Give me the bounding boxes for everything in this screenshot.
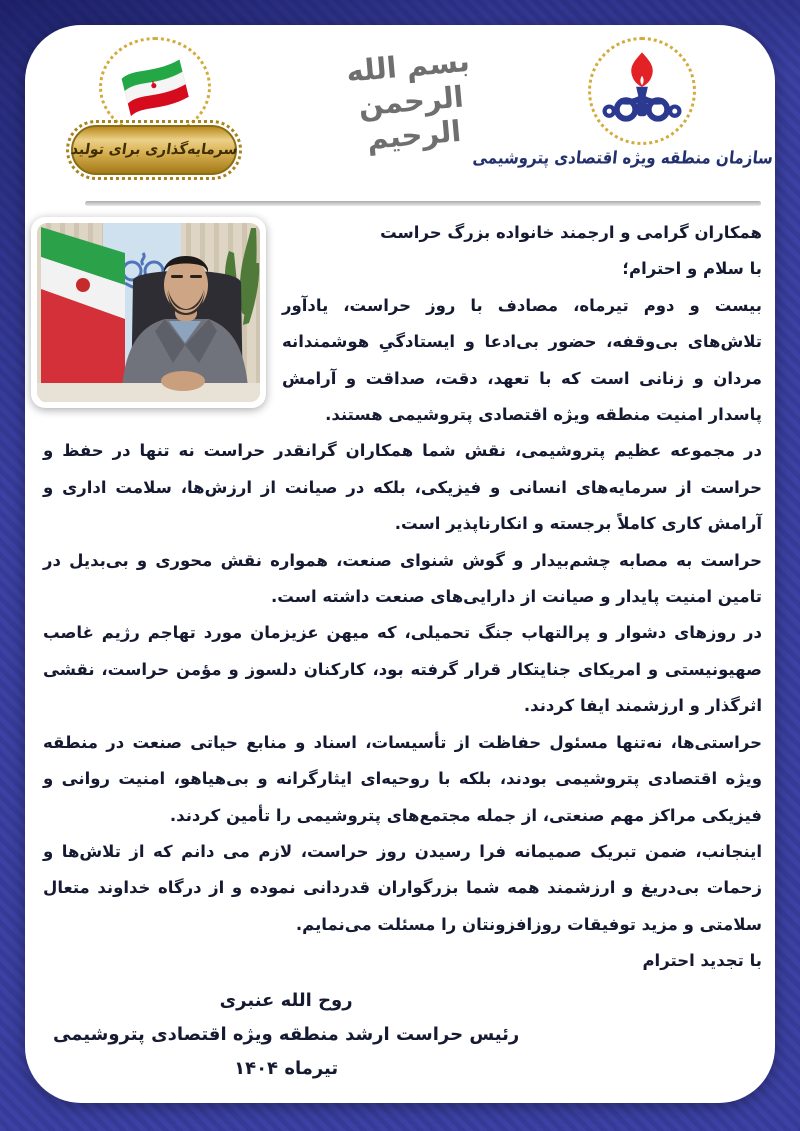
org-name-calligraphy: سازمان منطقه ویژه اقتصادی پتروشیمی [471, 147, 775, 169]
iran-flag-waving-icon [109, 47, 201, 127]
seal-text: سرمایه‌گذاری برای تولید [69, 141, 239, 159]
paragraph: حراستی‌ها، نه‌تنها مسئول حفاظت از تأسیسات، اسناد و منابع حیاتی صنعت در منطقه ویژه اقتصادی پتروشیمی بودند، بلکه با روحیه‌ای ایثارگرانه و بی‌هیاهو، امنیت روانی و فیزیکی مراکز مهم صنعتی، از جمله مجتمع‌های پتروشیمی را تأمین کردند. [43, 732, 762, 825]
greeting-line: با سلام و احترام؛ [622, 259, 762, 279]
nioc-emblem-icon [600, 49, 684, 133]
nioc-flame-icon [588, 37, 696, 145]
salutation-line: همکاران گرامی و ارجمند خانواده بزرگ حراست [380, 223, 762, 242]
closing-wrap [43, 943, 762, 979]
signer-name: روح الله عنبری [219, 989, 353, 1011]
signer-title: رئیس حراست ارشد منطقه ویژه اقتصادی پتروشیمی [53, 1023, 520, 1045]
bismillah-calligraphy: بسم الله الرحمن الرحیم [344, 43, 471, 157]
signature-date: تیرماه ۱۴۰۴ [234, 1057, 339, 1079]
signature-block [53, 984, 519, 1086]
paragraph: بیست و دوم تیرماه، مصادف با روز حراست، یادآور تلاش‌های بی‌وقفه، حضور بی‌ادعا و ایستادگیِ هوشمندانه مردان و زنانی است که با تعهد، دقت، صداقت و آرامش پاسدار امنیت منطقه ویژه اقتصادی پتروشیمی هستند. [282, 295, 762, 425]
letter-card [25, 25, 775, 1103]
header-divider [85, 201, 761, 206]
iran-flag-icon [99, 37, 211, 137]
portrait-photo [31, 217, 266, 408]
year-slogan-seal [71, 125, 237, 175]
letter-body [43, 215, 762, 1089]
paragraph: حراست به مصابه چشم‌بیدار و گوش شنوای صنعت، همواره نقش محوری و بی‌بدیل در تامین امنیت پایدار و صیانت از دارایی‌های صنعت داشته است. [43, 550, 762, 607]
signature-wrap [43, 984, 762, 1087]
paragraph: اینجانب، ضمن تبریک صمیمانه فرا رسیدن روز حراست، لازم می دانم که از تلاش‌ها و زحمات بی‌دریغ و ارزشمند همه شما بزرگواران قدردانی نموده و از درگاه خداوند متعال سلامتی و مزید توفیقات روزافزونتان را مسئلت می‌نمایم. [43, 841, 762, 934]
paragraph: در مجموعه عظیم پتروشیمی، نقش شما همکاران گرانقدر حراست نه تنها در حفظ و حراست از سرمایه‌های انسانی و فیزیکی، بلکه در صیانت از ارزش‌ها، سلامت اداری و آرامش کاری کاملاً برجسته و انکارناپذیر است. [43, 441, 762, 534]
closing-line: با تجدید احترام [642, 951, 762, 971]
portrait-of-security-chief [37, 223, 260, 402]
paragraph: در روزهای دشوار و پرالتهاب جنگ تحمیلی، که میهن عزیزمان مورد تهاجم رژیم غاصب صهیونیستی و امریکای جنایتکار قرار گرفته بود، کارکنان دلسوز و مؤمن حراست، نقشی اثرگذار و ارزشمند ایفا کردند. [43, 623, 762, 716]
